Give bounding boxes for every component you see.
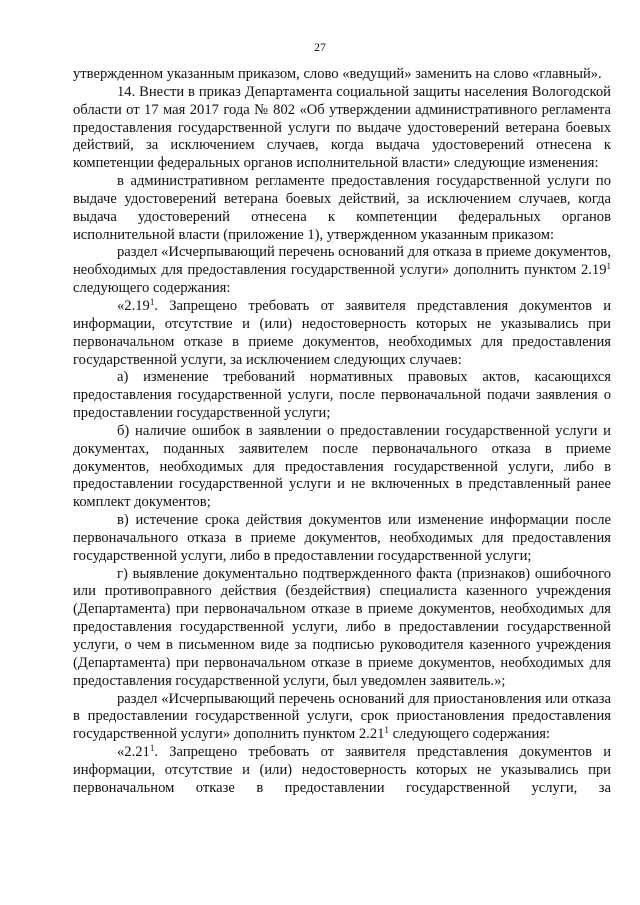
paragraph-text: «2.21 [117,744,150,761]
paragraph-section-suspension [73,691,611,745]
paragraph-case-b: б) наличие ошибок в заявлении о предоставлении государственной услуги и документах, поданных заявителем после первоначального отказа в приеме документов, необходимых для предоставления государственной услуги, либо в предоставлении государственной услуги и не включенных в представленный ранее комплект документов; [73,422,611,511]
paragraph-case-g: г) выявление документально подтвержденного факта (признаков) ошибочного или противоправного действия (бездействия) специалиста казенного учреждения (Департамента) при первоначальном отказе в приеме документов, необходимых для предоставления государственной услуги, либо в предоставлении государственной услуги, о чем в письменном виде за подписью руководителя казенного учреждения (Департамента) при первоначальном отказе в приеме документов, необходимых для предоставления государственной услуги, был уведомлен заявитель.»; [73,565,611,689]
paragraph-text: . Запрещено требовать от заявителя представления документов и информации, отсутствие и (или) недостоверность которых не указывались при первоначальном отказе в предоставлении государственной услуги, за [73,744,611,796]
paragraph-item-14: 14. Внести в приказ Департамента социальной защиты населения Вологодской области от 17 мая 2017 года № 802 «Об утверждении административного регламента предоставления государственной услуги по выдаче удостоверений ветерана боевых действий, за исключением случаев, когда выдача удостоверений отнесена к компетенции федеральных органов исполнительной власти» следующие изменения: [73,83,611,172]
superscript: 1 [384,725,389,736]
paragraph-clause-2-21-1 [73,744,611,798]
paragraph-case-a: а) изменение требований нормативных правовых актов, касающихся предоставления государственной услуги, после первоначальной подачи заявления о предоставлении государственной услуги; [73,369,611,422]
paragraph-text: раздел «Исчерпывающий перечень оснований для приостановления или отказа в предоставлении государственной услуги, срок приостановления предоставления государственной услуги» дополнить пунктом 2.21 [73,690,611,743]
paragraph-continuation: утвержденном указанным приказом, слово «ведущий» заменить на слово «главный». [73,66,602,82]
paragraph-case-v: в) истечение срока действия документов или изменение информации после первоначального отказа в приеме документов, необходимых для предоставления государственной услуги, либо в предоставлении государственной услуги; [73,512,611,564]
page-number: 27 [314,40,326,54]
paragraph-text: следующего содержания: [73,280,231,297]
superscript: 1 [149,296,155,307]
paragraph-section-refusal-acceptance [73,244,611,298]
paragraph-text: «2.19 [117,297,150,314]
paragraph-text: . Запрещено требовать от заявителя представления документов и информации, отсутствие и (или) недостоверность которых не указывались при первоначальном отказе в приеме документов, необходимых для предоставления государственной услуги, за исключением следующих случаев: [73,297,611,368]
superscript: 1 [606,261,611,272]
document-body [73,66,611,798]
superscript: 1 [149,743,155,754]
paragraph-text: раздел «Исчерпывающий перечень оснований для отказа в приеме документов, необходимых для предоставления государственной услуги» дополнить пунктом 2.19 [73,244,611,279]
paragraph-clause-2-19-1 [73,298,611,369]
paragraph-text: следующего содержания: [388,726,551,743]
paragraph-regulation-intro: в административном регламенте предоставления государственной услуги по выдаче удостоверений ветерана боевых действий, за исключением случаев, когда выдача удостоверений отнесена к компетенции федеральных органов исполнительной власти (приложение 1), утвержденном указанным приказом: [73,173,611,243]
